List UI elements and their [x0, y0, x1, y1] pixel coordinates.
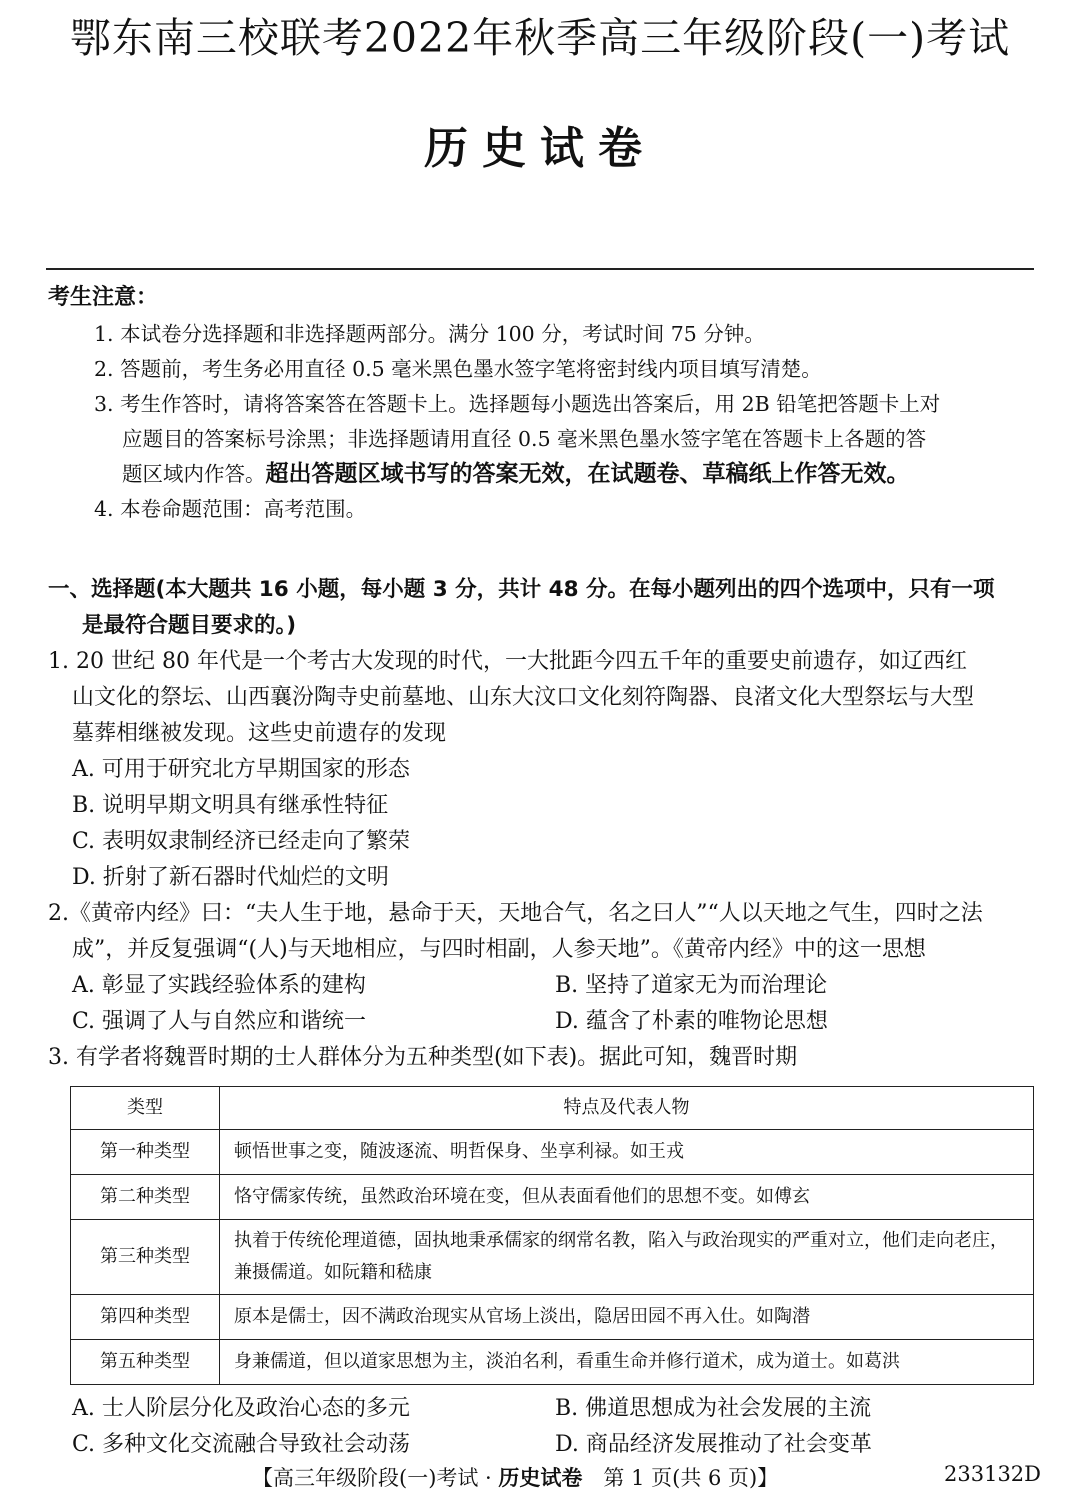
- table-cell-desc: 顿悟世事之变，随波逐流、明哲保身、坐享利禄。如王戎: [220, 1130, 1034, 1175]
- question-1-line2: 山文化的祭坛、山西襄汾陶寺史前墓地、山东大汶口文化刻符陶器、良渚文化大型祭坛与大型: [72, 685, 975, 710]
- candidate-notes: [48, 280, 1038, 527]
- question-3-stem: 3. 有学者将魏晋时期的士人群体分为五种类型(如下表)。据此可知，魏晋时期: [48, 1045, 798, 1070]
- question-2-options-row-1: [48, 968, 1038, 1004]
- question-1-line3: 墓葬相继被发现。这些史前遗存的发现: [72, 721, 447, 746]
- question-3-option-b: B. 佛道思想成为社会发展的主流: [555, 1396, 872, 1421]
- table-row: [71, 1175, 1034, 1220]
- question-3-option-d: D. 商品经济发展推动了社会变革: [555, 1432, 872, 1457]
- table-row: [71, 1340, 1034, 1385]
- note-item-2: 2. 答题前，考生务必用直径 0.5 毫米黑色墨水签字笔将密封线内项目填写清楚。: [94, 357, 822, 381]
- section-heading-line2: 是最符合题目要求的。): [82, 613, 297, 638]
- table-cell-type: 第四种类型: [71, 1295, 220, 1340]
- note-item-4: 4. 本卷命题范围：高考范围。: [94, 497, 367, 521]
- table-row: [71, 1220, 1034, 1295]
- question-3-option-c: C. 多种文化交流融合导致社会动荡: [72, 1432, 411, 1457]
- footer-page-number: 第 1 页(共 6 页)】: [582, 1466, 779, 1490]
- question-3-options-row-1: [48, 1391, 1038, 1427]
- question-2-stem: [48, 896, 1038, 968]
- question-1-line1: 1. 20 世纪 80 年代是一个考古大发现的时代，一大批距今四五千年的重要史前遗存，如辽西红: [48, 649, 967, 674]
- note-item-3-line2: 应题目的答案标号涂黑；非选择题请用直径 0.5 毫米黑色墨水签字笔在答题卡上各题的答: [122, 427, 927, 451]
- question-1-option-c: C. 表明奴隶制经济已经走向了繁荣: [72, 829, 411, 854]
- table-header-type: 类型: [71, 1087, 220, 1130]
- note-item-3-emphasis: 超出答题区域书写的答案无效，在试题卷、草稿纸上作答无效。: [265, 461, 910, 487]
- table-header-desc: 特点及代表人物: [220, 1087, 1034, 1130]
- question-2-option-d: D. 蕴含了朴素的唯物论思想: [555, 1009, 828, 1034]
- section-heading: [48, 572, 1038, 644]
- table-cell-type: 第二种类型: [71, 1175, 220, 1220]
- question-3-option-a: A. 士人阶层分化及政治心态的多元: [72, 1396, 410, 1421]
- footer-subject: 历史试卷: [498, 1466, 583, 1490]
- table-cell-desc: 身兼儒道，但以道家思想为主，淡泊名利，看重生命并修行道术，成为道士。如葛洪: [220, 1340, 1034, 1385]
- note-item-3-line3: [94, 457, 1038, 492]
- footer-code: 233132D: [944, 1462, 1042, 1486]
- table-cell-type: 第五种类型: [71, 1340, 220, 1385]
- table-row: [71, 1130, 1034, 1175]
- notes-heading: 考生注意：: [48, 285, 159, 310]
- question-2-option-a: A. 彰显了实践经验体系的建构: [72, 973, 366, 998]
- question-1-option-b: B. 说明早期文明具有继承性特征: [72, 793, 389, 818]
- note-item-1: 1. 本试卷分选择题和非选择题两部分。满分 100 分，考试时间 75 分钟。: [94, 322, 765, 346]
- note-item-3-line1: 3. 考生作答时，请将答案答在答题卡上。选择题每小题选出答案后，用 2B 铅笔把答题卡上对: [94, 392, 941, 416]
- divider-line: [46, 268, 1034, 270]
- question-2-option-b: B. 坚持了道家无为而治理论: [555, 973, 828, 998]
- table-cell-type: 第三种类型: [71, 1220, 220, 1295]
- note-item-3-text: 题区域内作答。: [122, 462, 266, 486]
- questions: [48, 644, 1038, 1463]
- exam-title: 鄂东南三校联考2022年秋季高三年级阶段(一)考试: [69, 14, 1011, 62]
- exam-subtitle: 历史试卷: [424, 123, 656, 174]
- question-1-option-d: D. 折射了新石器时代灿烂的文明: [72, 865, 389, 890]
- question-1-stem: [48, 644, 1038, 752]
- footer-left: 【高三年级阶段(一)考试 ·: [252, 1466, 499, 1490]
- table-row: [71, 1295, 1034, 1340]
- section-heading-line1: 一、选择题(本大题共 16 小题，每小题 3 分，共计 48 分。在每小题列出的四个选项中，只有一项: [48, 577, 995, 602]
- question-2-options-row-2: [48, 1004, 1038, 1040]
- scholar-types-table: [70, 1086, 1034, 1385]
- question-1-option-a: A. 可用于研究北方早期国家的形态: [72, 757, 410, 782]
- note-item-3: [94, 387, 1038, 492]
- table-cell-type: 第一种类型: [71, 1130, 220, 1175]
- table-cell-desc: 恪守儒家传统，虽然政治环境在变，但从表面看他们的思想不变。如傅玄: [220, 1175, 1034, 1220]
- question-3-options-row-2: [48, 1427, 1038, 1463]
- question-2-line1: 2.《黄帝内经》曰：“夫人生于地，悬命于天，天地合气，名之曰人”“人以天地之气生，四时之法: [48, 901, 983, 926]
- table-cell-desc: 原本是儒士，因不满政治现实从官场上淡出，隐居田园不再入仕。如陶潜: [220, 1295, 1034, 1340]
- question-2-line2: 成”，并反复强调“(人)与天地相应，与四时相副，人参天地”。《黄帝内经》中的这一思想: [72, 937, 926, 962]
- question-2-option-c: C. 强调了人与自然应和谐统一: [72, 1009, 367, 1034]
- footer-page-info: [252, 1462, 778, 1492]
- table-cell-desc: 执着于传统伦理道德，固执地秉承儒家的纲常名教，陷入与政治现实的严重对立，他们走向老庄，兼摄儒道。如阮籍和嵇康: [220, 1220, 1034, 1295]
